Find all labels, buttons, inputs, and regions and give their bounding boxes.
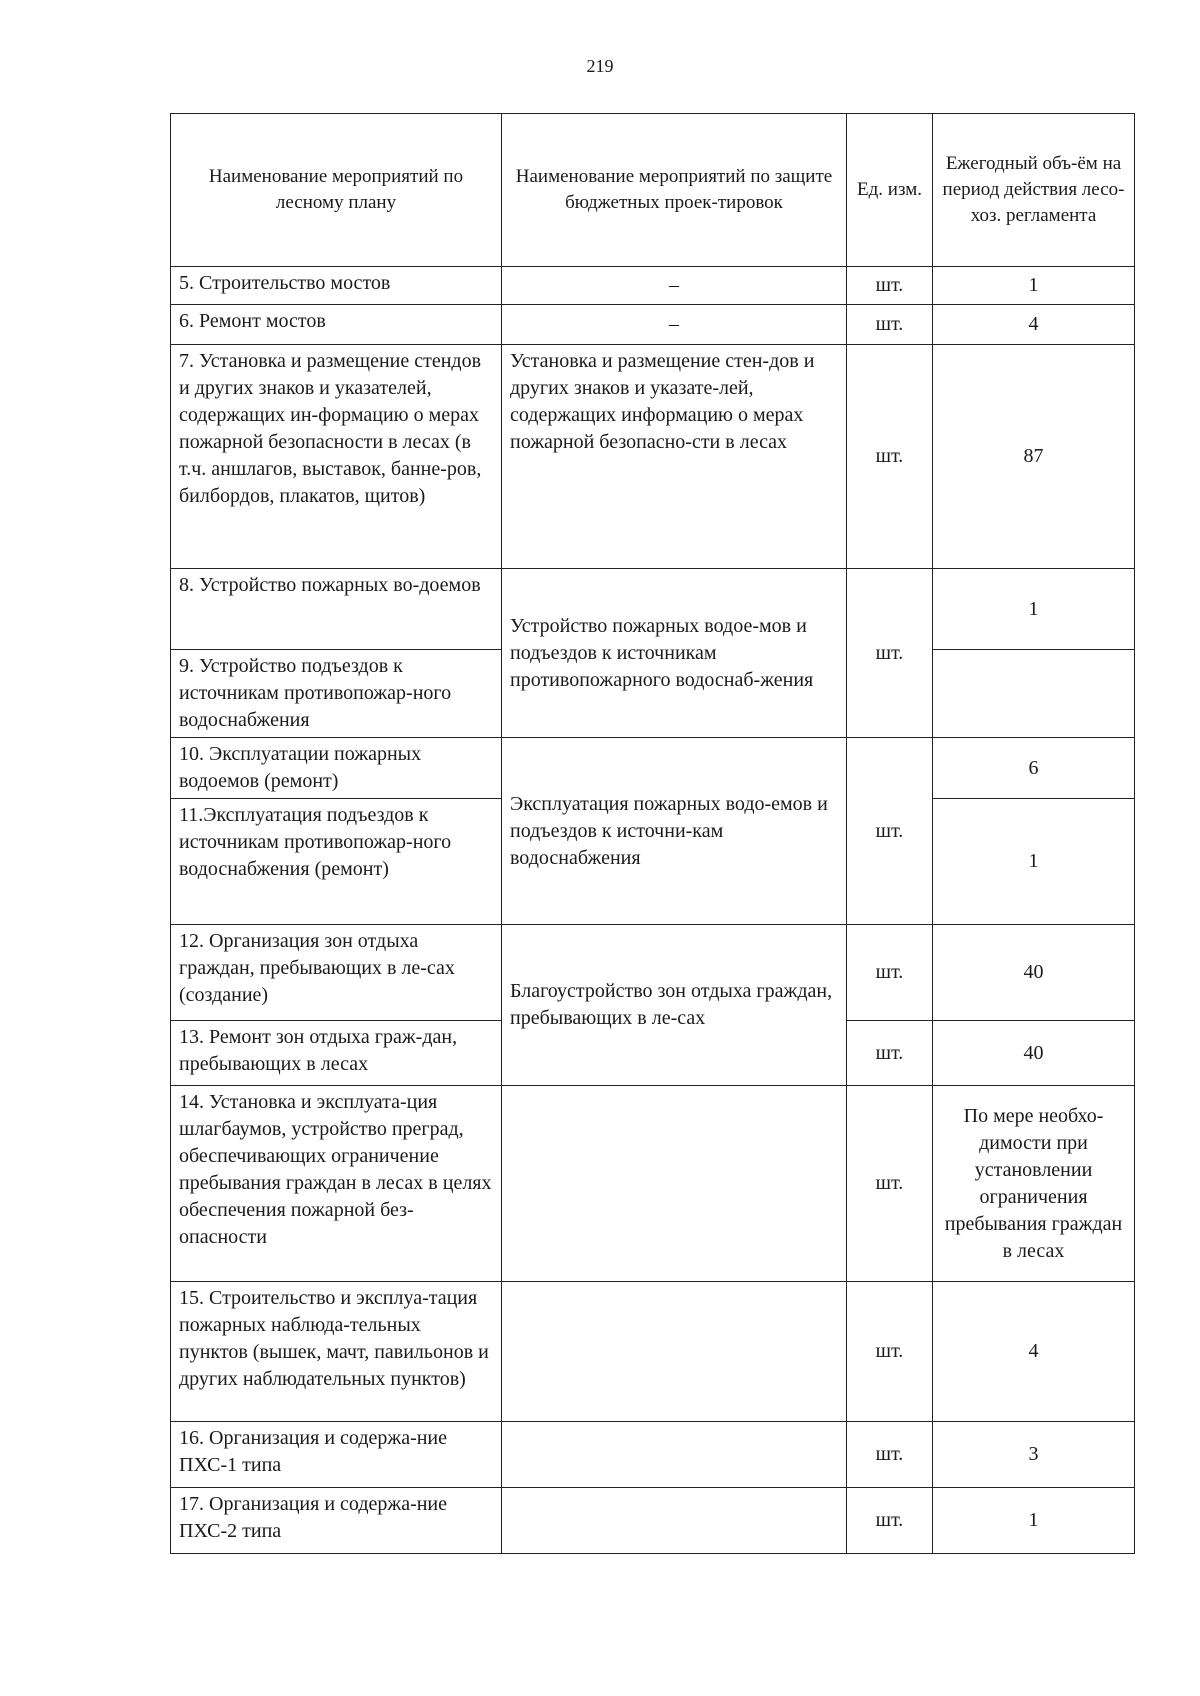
row-volume: 40 — [933, 925, 1135, 1021]
row-name: 7. Установка и размещение стендов и других знаков и указателей, содержащих ин-формацию о мерах пожарной безопасности в лесах (в т.ч. аншлагов, выставок, банне-ров, билбордов, плакатов, щитов) — [171, 345, 502, 569]
row-protection: Эксплуатация пожарных водо-емов и подъездов к источни-кам водоснабжения — [502, 738, 847, 925]
row-volume: 1 — [933, 267, 1135, 305]
row-volume: 4 — [933, 1282, 1135, 1422]
row-volume: 87 — [933, 345, 1135, 569]
header-budget-protection: Наименование мероприятий по защите бюджетных проек-тировок — [502, 114, 847, 267]
page-number: 219 — [586, 56, 614, 76]
table-row — [171, 267, 1135, 305]
row-volume: 3 — [933, 1422, 1135, 1488]
header-annual-volume: Ежегодный объ-ём на период действия лесо-хоз. регламента — [933, 114, 1135, 267]
row-name: 14. Установка и эксплуата-ция шлагбаумов, устройство преград, обеспечивающих ограничение пребывания граждан в лесах в целях обеспечения пожарной без-опасности — [171, 1086, 502, 1282]
row-volume — [933, 650, 1135, 738]
table-row — [171, 345, 1135, 569]
row-volume: По мере необхо-димости при установлении ограничения пребывания граждан в лесах — [933, 1086, 1135, 1282]
row-volume: 1 — [933, 799, 1135, 925]
table-header-row — [171, 114, 1135, 267]
row-unit: шт. — [847, 1282, 933, 1422]
row-unit: шт. — [847, 1086, 933, 1282]
row-unit: шт. — [847, 267, 933, 305]
table-row — [171, 1422, 1135, 1488]
table-row — [171, 569, 1135, 650]
row-volume: 1 — [933, 569, 1135, 650]
row-unit: шт. — [847, 345, 933, 569]
table-row — [171, 1086, 1135, 1282]
header-forest-plan: Наименование мероприятий по лесному плану — [171, 114, 502, 267]
table-row — [171, 1282, 1135, 1422]
row-unit: шт. — [847, 1422, 933, 1488]
row-name: 10. Эксплуатации пожарных водоемов (ремонт) — [171, 738, 502, 799]
row-volume: 6 — [933, 738, 1135, 799]
row-protection — [502, 1422, 847, 1488]
row-unit: шт. — [847, 925, 933, 1021]
row-name: 12. Организация зон отдыха граждан, пребывающих в ле-сах (создание) — [171, 925, 502, 1021]
row-protection — [502, 1282, 847, 1422]
header-unit: Ед. изм. — [847, 114, 933, 267]
row-volume: 4 — [933, 305, 1135, 345]
row-protection — [502, 1086, 847, 1282]
row-name: 6. Ремонт мостов — [171, 305, 502, 345]
table-row — [171, 925, 1135, 1021]
row-protection: – — [502, 267, 847, 305]
row-protection: Устройство пожарных водое-мов и подъездов к источникам противопожарного водоснаб-жения — [502, 569, 847, 738]
row-volume: 1 — [933, 1488, 1135, 1554]
row-protection: – — [502, 305, 847, 345]
row-volume: 40 — [933, 1021, 1135, 1086]
table-row — [171, 738, 1135, 799]
row-unit: шт. — [847, 1021, 933, 1086]
row-unit: шт. — [847, 305, 933, 345]
row-unit: шт. — [847, 1488, 933, 1554]
row-name: 11.Эксплуатация подъездов к источникам противопожар-ного водоснабжения (ремонт) — [171, 799, 502, 925]
row-name: 17. Организация и содержа-ние ПХС-2 типа — [171, 1488, 502, 1554]
row-unit: шт. — [847, 738, 933, 925]
forest-plan-table — [170, 113, 1135, 1554]
row-protection: Установка и размещение стен-дов и других знаков и указате-лей, содержащих информацию о мерах пожарной безопасно-сти в лесах — [502, 345, 847, 569]
table-row — [171, 305, 1135, 345]
row-name: 15. Строительство и эксплуа-тация пожарных наблюда-тельных пунктов (вышек, мачт, павильонов и других наблюдательных пунктов) — [171, 1282, 502, 1422]
row-name: 8. Устройство пожарных во-доемов — [171, 569, 502, 650]
table-row — [171, 1488, 1135, 1554]
row-name: 13. Ремонт зон отдыха граж-дан, пребывающих в лесах — [171, 1021, 502, 1086]
row-name: 9. Устройство подъездов к источникам противопожар-ного водоснабжения — [171, 650, 502, 738]
row-name: 5. Строительство мостов — [171, 267, 502, 305]
row-protection — [502, 1488, 847, 1554]
row-protection: Благоустройство зон отдыха граждан, пребывающих в ле-сах — [502, 925, 847, 1086]
row-unit: шт. — [847, 569, 933, 738]
row-name: 16. Организация и содержа-ние ПХС-1 типа — [171, 1422, 502, 1488]
